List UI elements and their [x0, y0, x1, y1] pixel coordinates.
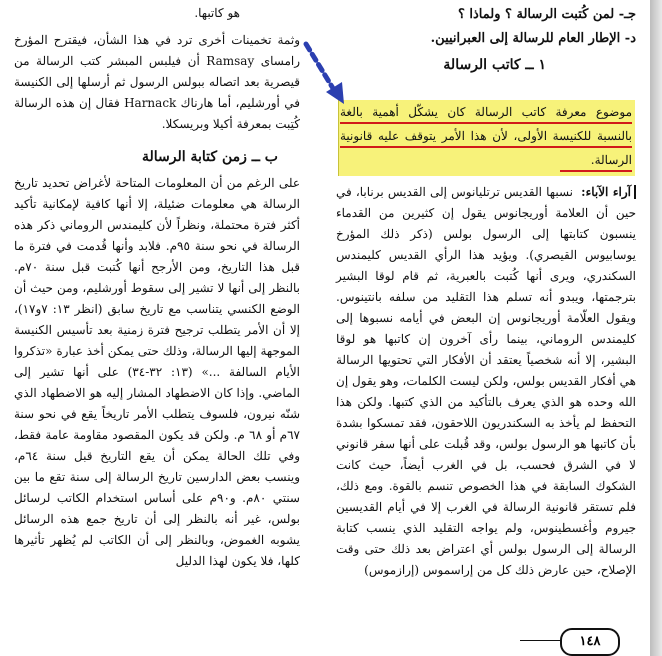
- left-paragraph-2: على الرغم من أن المعلومات المتاحة لأغراض تحديد تاريخ الرسالة هي معلومات ضئيلة، إلا أنها كافية لإمكانية تأكيد أكثر فترة محتملة، ونظراً لأن كليمندس الروماني ذكر هذه الرسالة في نحو سنة ٩٥م. فلابد وأنها قُدمت في فترة ما قبل هذا التاريخ، ومن الأرجح أنها كُتبت قبل سنة ٧٠م. بالنظر إلى أنها لا تشير إلى سقوط أورشليم، ومن حيث أن الوضع الكنسي يتناسب مع تاريخ سابق (انظر ١٣: ٧و١٧)، إلا أن الأمر يتطلب ترجيح فترة زمنية بعد تأسيس الكنيسة الموجهة إليها الرسالة، وذلك حتى يمكن أخذ عبارة «تذكروا الأيام السالفة ...» (١٣: ٣٢-٣٤) على أنها تشير إلى الماضي. وإذا كان الاضطهاد المشار إليه هو الاضطهاد الذي شنّه نيرون، فلسوف يتطلب الأمر تاريخاً يقع في نحو سنة ٦٧م أو ٦٨ م. ولكن قد يكون المقصود مقاومة عامة فقط، وفي تلك الحالة يمكن أن يقع التاريخ قبل سنة ٦٤م، وينسب بعض الدارسين تاريخ الرسالة إلى سنة تقع ما بين سنتي ٨٠م. و٩٠م على أساس استخدام الكاتب لرسائل بولس، غير أنه بالنظر إلى أن تاريخ جمع هذه الرسائل يشوبه الغموض، وبالنظر إلى أن الكاتب لم يُظهر تأثيرها كلها، فلا يكون لهذا الدليل: [14, 176, 301, 568]
- right-column: [336, 3, 636, 79]
- underline-2: [340, 146, 632, 148]
- heading-d: د- الإطار العام للرسالة إلى العبرانيين.: [430, 31, 636, 46]
- fathers-opinions-label: آراء الآباء:: [581, 185, 636, 199]
- fathers-opinions-text: نسبها القديس ترتليانوس إلى القديس برنابا، في حين أن العلامة أوريجانوس يقول إن كثيرين من القدماء ينسبون كتابتها إلى الرسول بولس (ذكر ذلك المؤرخ يوسابيوس القيصري). ويؤيد هذا الرأي القديس كليمندس السكندري، ويرى أنها كُتبت بالعبرية، ثم قام لوقا البشير بترجمتها، ويبدو أنه تسلم هذا التقليد من سلفه بانتينوس. ويقول العلّامة أوريجانوس إن البعض في أيامه نسبوها إلى كليمندس الروماني، بينما رأى آخرون إن كاتبها هو لوقا البشير، إلا أنه شخصياً يعتقد أن الأفكار التي تحتويها الرسالة هي أفكار القديس بولس، ولكن ليست الكلمات، وهو يقول إن الله وحده هو الذي يعرف بالتأكيد من الذي كتبها. ولكن هذا التحفظ لم يأخذ به السكندريون اللاحقون، فقد تمسكوا بشدة بأن كاتبها هو الرسول بولس، وقد قُبلت على أنها سفر قانوني لا في الشرق فحسب، بل في الغرب أيضاً، حيث كانت الشكوك السابقة في هذا الخصوص تنسم بالقوة. ومع ذلك، فلم تستقر قانونية الرسالة في الغرب إلا في أيام القديسين جيروم وأغسطينوس، ولم يواجه التقليد الذي ينسب كتابة الرسالة إلى الرسول بولس أي اعتراض بعد ذلك حتى وقت الإصلاح، حين عارض ذلك كل من إراسموس (إرازموس): [336, 185, 636, 577]
- heading-c: جـ- لمن كُتبت الرسالة ؟ ولماذا ؟: [457, 7, 636, 22]
- right-paragraph-1: [336, 182, 636, 581]
- page-number: ١٤٨: [560, 628, 620, 656]
- left-top-fragment: هو كاتبها.: [194, 6, 240, 20]
- right-column-body: [336, 182, 636, 581]
- section-title-date: ب ــ زمن كتابة الرسالة: [141, 149, 278, 165]
- annotation-arrow-icon: [300, 40, 350, 110]
- page-number-rule: [520, 640, 560, 641]
- left-column: [14, 3, 300, 572]
- highlighted-passage: موضوع معرفة كاتب الرسالة كان يشكّل أهمية بالغة بالنسبة للكنيسة الأولى، لأن هذا الأمر يتوقف عليه قانونية الرسالة.: [340, 105, 632, 167]
- left-paragraph-1: وثمة تخمينات أخرى ترد في هذا الشأن، فيقترح المؤرخ رامساى Ramsay أن فيلبس المبشر كتب الرسالة من قيصرية بعد اتصاله ببولس الرسول ثم أرسلها إلى الكنيسة في أورشليم، أما هارناك Harnack فقال إن هذه الرسالة كُتِبت بمعرفة أكيلا وبريسكلا.: [14, 33, 301, 131]
- page-shadow: [650, 0, 662, 656]
- section-title-author: ١ ــ كاتب الرسالة: [443, 57, 546, 73]
- underline-1: [340, 122, 632, 124]
- underline-3: [560, 170, 632, 172]
